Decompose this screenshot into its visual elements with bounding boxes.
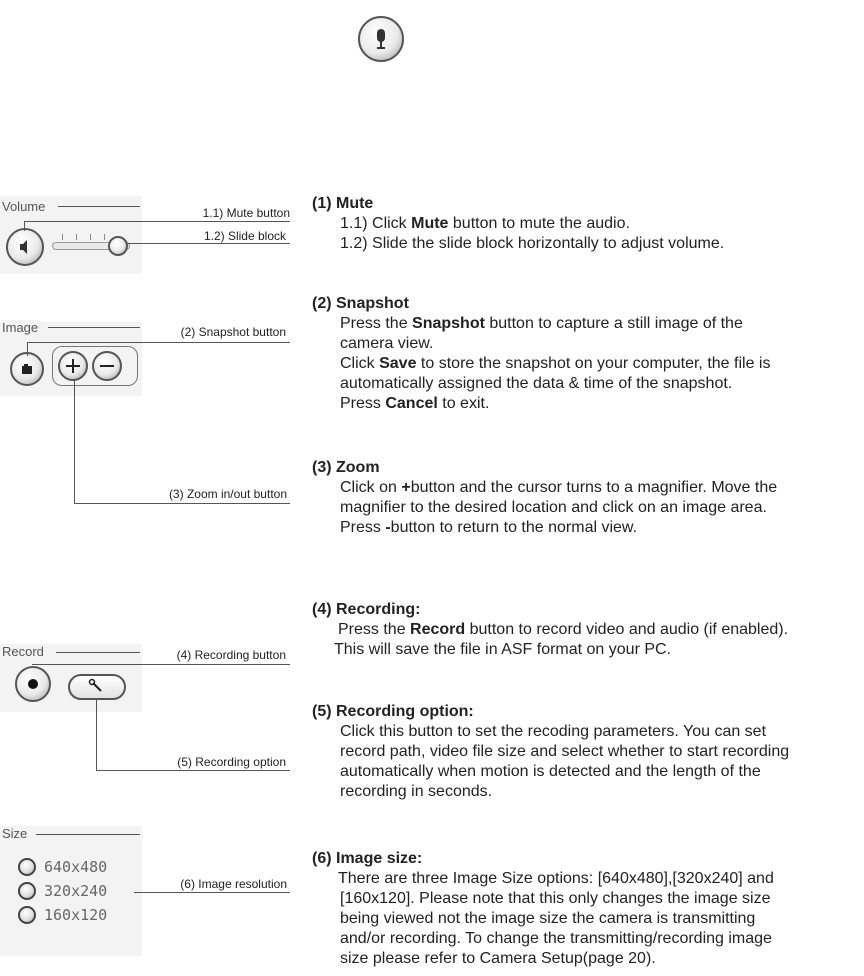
record-label: Record: [2, 644, 47, 659]
zoom-in-button[interactable]: [58, 351, 88, 381]
slide-block[interactable]: [108, 236, 128, 256]
section-mute: (1) Mute 1.1) Click Mute button to mute the audio. 1.2) Slide the slide block horizontally to adjust volume.: [312, 194, 864, 254]
section-title: (3) Zoom: [312, 459, 380, 476]
recording-option-callout: (5) Recording option: [177, 755, 286, 769]
zoom-button-callout: (3) Zoom in/out button: [168, 487, 287, 501]
section-title: (4) Recording:: [312, 601, 421, 618]
camera-icon: [12, 354, 42, 384]
section-title: (2) Snapshot: [312, 295, 409, 312]
speaker-icon: [8, 230, 42, 264]
record-button[interactable]: [15, 666, 51, 702]
recording-option-button[interactable]: [68, 674, 126, 700]
section-recording-option: (5) Recording option: Click this button to set the recoding parameters. You can set record path, video file size and select whether to start recording automatically when motion is detected and the length of the recording in seconds.: [312, 702, 864, 802]
size-label: Size: [2, 826, 30, 841]
section-image-size: (6) Image size: There are three Image Size options: [640x480],[320x240] and [160x120]. Please note that this only changes the image size being viewed not the image size the camera is transmitting and/or recording. To change the transmitting/recording image size please refer to Camera Setup(page 20).: [312, 849, 864, 969]
mute-button-callout: 1.1) Mute button: [202, 206, 290, 220]
volume-label: Volume: [2, 199, 48, 214]
image-label: Image: [2, 320, 41, 335]
size-option-640[interactable]: 640x480: [44, 858, 108, 876]
microphone-icon[interactable]: [358, 16, 404, 62]
zoom-out-button[interactable]: [92, 351, 122, 381]
snapshot-button-callout: (2) Snapshot button: [180, 325, 286, 339]
size-radio-640[interactable]: [18, 858, 36, 876]
mute-button[interactable]: [6, 228, 44, 266]
minus-icon: [94, 353, 120, 379]
section-title: (5) Recording option:: [312, 703, 474, 720]
size-radio-160[interactable]: [18, 906, 36, 924]
recording-button-callout: (4) Recording button: [176, 648, 286, 662]
size-option-320[interactable]: 320x240: [44, 882, 108, 900]
size-radio-320[interactable]: [18, 882, 36, 900]
image-resolution-callout: (6) Image resolution: [180, 877, 287, 891]
volume-slider[interactable]: [52, 234, 130, 256]
slide-block-callout: 1.2) Slide block: [203, 229, 286, 243]
section-title: (1) Mute: [312, 195, 374, 212]
section-snapshot: (2) Snapshot Press the Snapshot button to capture a still image of the camera view. Click Save to store the snapshot on your computer, the file is automatically assigned the data & time of the snapshot. Press Cancel to exit.: [312, 294, 864, 414]
section-title: (6) Image size:: [312, 850, 423, 867]
size-option-160[interactable]: 160x120: [44, 906, 108, 924]
record-dot-icon: [17, 668, 49, 700]
plus-icon: [60, 353, 86, 379]
section-zoom: (3) Zoom Click on +button and the cursor turns to a magnifier. Move the magnifier to the desired location and click on an image area. Press -button to return to the normal view.: [312, 458, 864, 538]
wrench-icon: [70, 676, 124, 698]
section-recording: (4) Recording: Press the Record button to record video and audio (if enabled). This will save the file in ASF format on your PC.: [312, 600, 864, 660]
snapshot-button[interactable]: [10, 352, 44, 386]
